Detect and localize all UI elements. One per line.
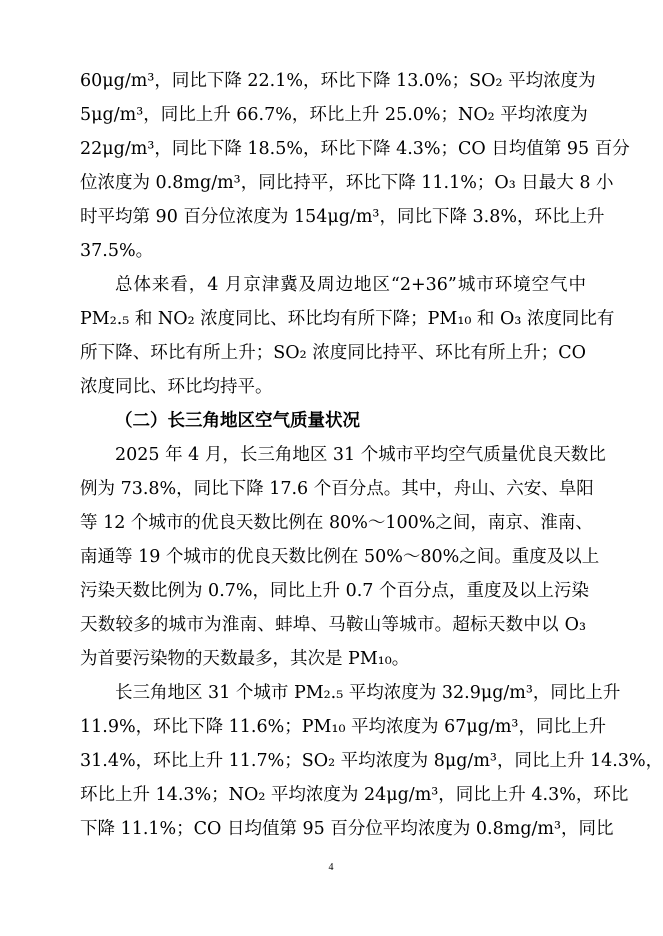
- text-line: 2025 年 4 月，长三角地区 31 个城市平均空气质量优良天数比: [115, 445, 606, 465]
- text-line: 总体来看，4 月京津冀及周边地区“2+36”城市环境空气中: [115, 275, 586, 295]
- text-line: 时平均第 90 百分位浓度为 154μg/m³，同比下降 3.8%，环比上升: [80, 207, 605, 227]
- text-line: 5μg/m³，同比上升 66.7%，环比上升 25.0%；NO₂ 平均浓度为: [80, 105, 588, 125]
- text-line: 位浓度为 0.8mg/m³，同比持平，环比下降 11.1%；O₃ 日最大 8 小: [80, 173, 614, 193]
- text-line: 南通等 19 个城市的优良天数比例在 50%～80%之间。重度及以上: [80, 547, 600, 567]
- text-line: 污染天数比例为 0.7%，同比上升 0.7 个百分点，重度及以上污染: [80, 581, 589, 601]
- section-heading: （二）长三角地区空气质量状况: [115, 411, 360, 431]
- text-line: 为首要污染物的天数最多，其次是 PM₁₀。: [80, 649, 410, 669]
- text-line: 37.5%。: [80, 241, 154, 261]
- text-line: 长三角地区 31 个城市 PM₂.₅ 平均浓度为 32.9μg/m³，同比上升: [115, 683, 621, 703]
- text-line: 22μg/m³，同比下降 18.5%，环比下降 4.3%；CO 日均值第 95 百分: [80, 139, 630, 159]
- text-line: 等 12 个城市的优良天数比例在 80%～100%之间，南京、淮南、: [80, 513, 593, 533]
- text-line: 环比上升 14.3%；NO₂ 平均浓度为 24μg/m³，同比上升 4.3%，环比: [80, 785, 629, 805]
- text-line: 31.4%，环比上升 11.7%；SO₂ 平均浓度为 8μg/m³，同比上升 14.3%，: [80, 751, 663, 771]
- text-line: 浓度同比、环比均持平。: [80, 377, 273, 397]
- page-number: 4: [328, 862, 334, 873]
- text-line: 下降 11.1%；CO 日均值第 95 百分位平均浓度为 0.8mg/m³，同比: [80, 819, 614, 839]
- text-line: 例为 73.8%，同比下降 17.6 个百分点。其中，舟山、六安、阜阳: [80, 479, 594, 499]
- text-line: 天数较多的城市为淮南、蚌埠、马鞍山等城市。超标天数中以 O₃: [80, 615, 586, 635]
- text-line: 11.9%，环比下降 11.6%；PM₁₀ 平均浓度为 67μg/m³，同比上升: [80, 717, 606, 737]
- text-line: 所下降、环比有所上升；SO₂ 浓度同比持平、环比有所上升；CO: [80, 343, 586, 363]
- document-body: [80, 64, 663, 846]
- text-line: PM₂.₅ 和 NO₂ 浓度同比、环比均有所下降；PM₁₀ 和 O₃ 浓度同比有: [80, 309, 615, 329]
- text-line: 60μg/m³，同比下降 22.1%，环比下降 13.0%；SO₂ 平均浓度为: [80, 71, 596, 91]
